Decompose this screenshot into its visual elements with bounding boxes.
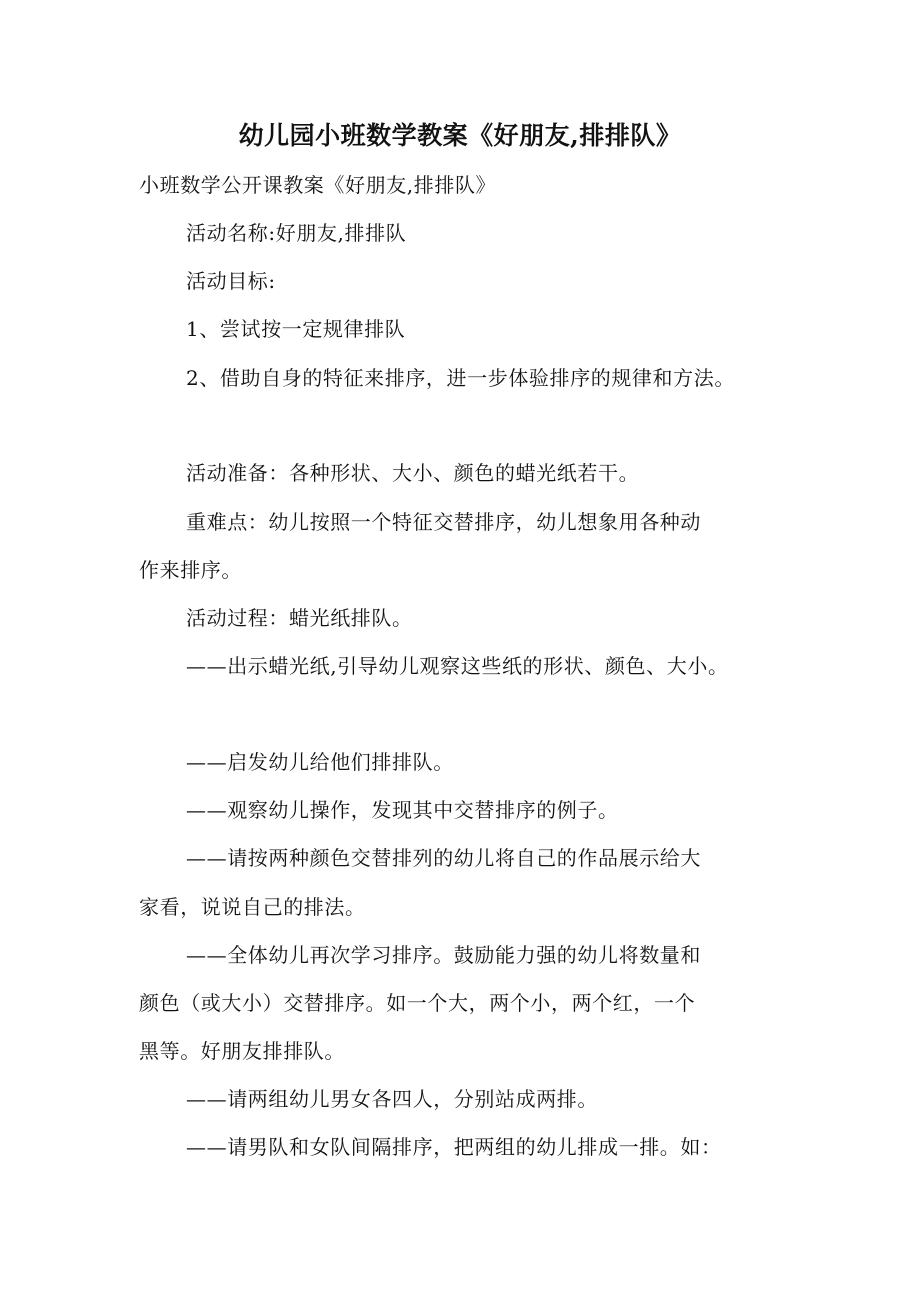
process-step-4-line-2: 家看，说说自己的排法。 [139,895,366,919]
process-step-3: ——观察幼儿操作，发现其中交替排序的例子。 [186,798,619,822]
subtitle-line: 小班数学公开课教案《好朋友,排排队》 [139,173,497,197]
key-points-line-2: 作来排序。 [139,558,242,582]
process-step-5-line-1: ——全体幼儿再次学习排序。鼓励能力强的幼儿将数量和 [186,943,701,967]
process-step-4-line-1: ——请按两种颜色交替排列的幼儿将自己的作品展示给大 [186,846,701,870]
process-step-5-line-3: 黑等。好朋友排排队。 [139,1039,345,1063]
activity-process-line: 活动过程：蜡光纸排队。 [186,606,413,630]
process-step-2: ——启发幼儿给他们排排队。 [186,750,454,774]
process-step-6: ——请两组幼儿男女各四人，分别站成两排。 [186,1087,598,1111]
process-step-7: ——请男队和女队间隔排序，把两组的幼儿排成一排。如： [186,1135,722,1159]
goal-item-2: 2、借助自身的特征来排序，进一步体验排序的规律和方法。 [186,366,735,390]
document-title: 幼儿园小班数学教案《好朋友,排排队》 [238,121,682,150]
key-points-line-1: 重难点：幼儿按照一个特征交替排序，幼儿想象用各种动 [186,510,701,534]
activity-name-line: 活动名称:好朋友,排排队 [186,221,407,245]
process-step-1: ——出示蜡光纸,引导幼儿观察这些纸的形状、颜色、大小。 [186,654,729,678]
goal-item-1: 1、尝试按一定规律排队 [186,317,406,341]
activity-goal-heading: 活动目标: [186,269,276,293]
process-step-5-line-2: 颜色（或大小）交替排序。如一个大，两个小，两个红，一个 [139,991,696,1015]
activity-preparation-line: 活动准备：各种形状、大小、颜色的蜡光纸若干。 [186,461,640,485]
